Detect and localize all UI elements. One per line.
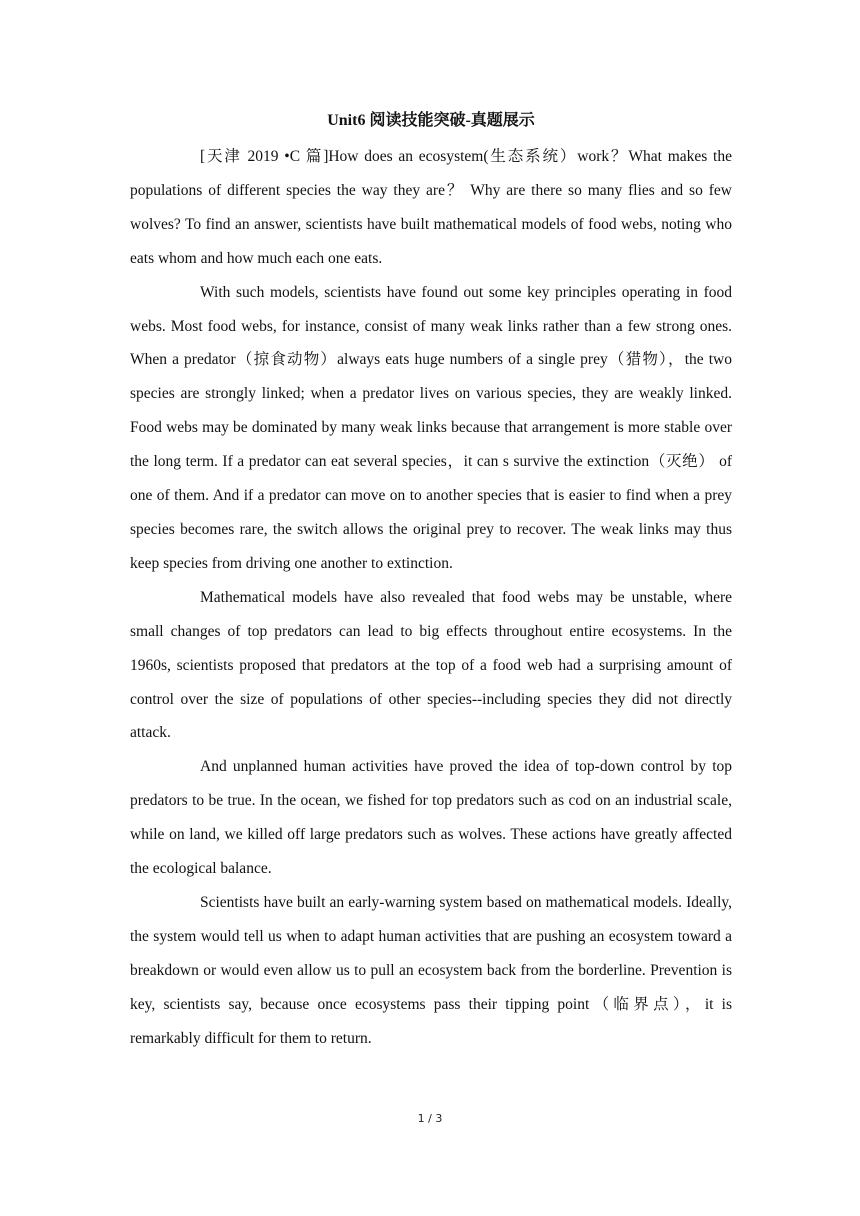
document-title: Unit6 阅读技能突破-真题展示 [327, 112, 535, 129]
document-body [130, 106, 732, 1055]
paragraph-1: [天津 2019 •C 篇]How does an ecosystem(生态系统）work？What makes the populations of different species the way they are？ Why are there so many flies and so few wolves? To find an answer, scientists have built mathematical models of food webs, noting who eats whom and how much each one eats. [130, 148, 732, 267]
paragraph-4: And unplanned human activities have proved the idea of top-down control by top predators to be true. In the ocean, we fished for top predators such as cod on an industrial scale, while on land, we killed off large predators such as wolves. These actions have greatly affected the ecological balance. [130, 758, 732, 878]
paragraph-2: With such models, scientists have found out some key principles operating in food webs. Most food webs, for instance, consist of many weak links rather than a few strong ones. When a predator（掠食动物）always eats huge numbers of a single prey（猎物），the two species are strongly linked; when a predator lives on various species, they are weakly linked. Food webs may be dominated by many weak links because that arrangement is more stable over the long term. If a predator can eat several species，it can s survive the extinction（灭绝） of one of them. And if a predator can move on to another species that is easier to find when a prey species becomes rare, the switch allows the original prey to recover. The weak links may thus keep species from driving one another to extinction. [130, 283, 732, 572]
paragraph-5: Scientists have built an early-warning system based on mathematical models. Ideally, the system would tell us when to adapt human activities that are pushing an ecosystem toward a breakdown or would even allow us to pull an ecosystem back from the borderline. Prevention is key, scientists say, because once ecosystems pass their tipping point（临界点），it is remarkably difficult for them to return. [130, 893, 732, 1047]
paragraph-3: Mathematical models have also revealed that food webs may be unstable, where small changes of top predators can lead to big effects throughout entire ecosystems. In the 1960s, scientists proposed that predators at the top of a food web had a surprising amount of control over the size of populations of other species--including species they did not directly attack. [130, 588, 732, 742]
page-number: 1 / 3 [417, 1112, 443, 1125]
